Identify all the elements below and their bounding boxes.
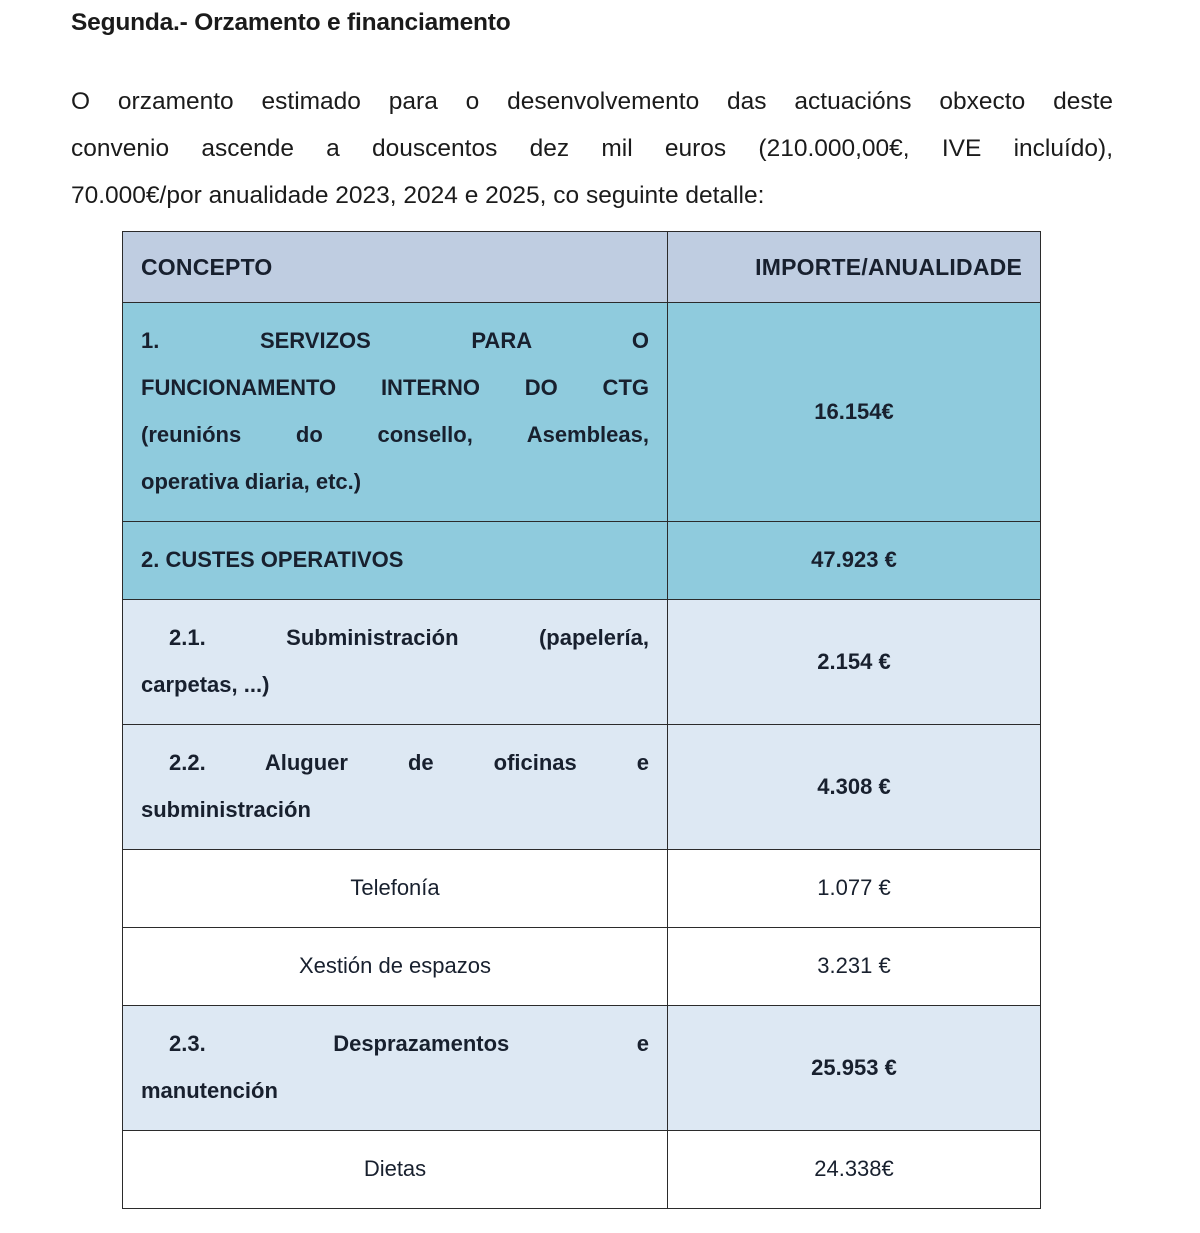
row-amount-cell <box>668 522 1041 600</box>
concept-line: subministración <box>141 797 311 822</box>
column-header-importe <box>668 232 1041 303</box>
row-amount-cell <box>668 725 1041 850</box>
row-amount-cell <box>668 303 1041 522</box>
row-concept-text: 2. CUSTES OPERATIVOS <box>141 547 404 572</box>
row-amount-text: 2.154 € <box>817 648 891 674</box>
row-amount-text: 24.338€ <box>814 1156 894 1181</box>
budget-table <box>122 231 1041 1209</box>
column-header-concepto-label: CONCEPTO <box>141 254 273 280</box>
table-header-row <box>123 232 1041 303</box>
table-row <box>123 1131 1041 1209</box>
concept-line: manutención <box>141 1078 278 1103</box>
row-amount-cell <box>668 1006 1041 1131</box>
row-concept-text: Xestión de espazos <box>298 953 492 978</box>
table-row <box>123 1006 1041 1131</box>
row-amount-text: 47.923 € <box>811 547 897 572</box>
paragraph-line: O orzamento estimado para o desenvolvemento das actuacións obxecto deste <box>71 88 1113 115</box>
row-amount-text: 16.154€ <box>814 398 894 424</box>
table-row <box>123 522 1041 600</box>
row-concept-cell <box>123 600 668 725</box>
column-header-concepto <box>123 232 668 303</box>
row-amount-cell <box>668 928 1041 1006</box>
row-amount-text: 3.231 € <box>817 953 891 978</box>
table-row <box>123 600 1041 725</box>
table-row <box>123 928 1041 1006</box>
row-concept-text: Telefonía <box>350 875 440 900</box>
row-amount-text: 4.308 € <box>817 773 891 799</box>
table-row <box>123 850 1041 928</box>
row-concept-text <box>123 600 667 724</box>
row-amount-cell <box>668 850 1041 928</box>
row-amount-text: 25.953 € <box>811 1054 897 1080</box>
row-concept-text <box>123 303 667 521</box>
row-amount-text: 1.077 € <box>817 875 891 900</box>
column-header-importe-label: IMPORTE/ANUALIDADE <box>755 254 1022 280</box>
table-row <box>123 725 1041 850</box>
concept-line: 2.3. Desprazamentos e <box>169 1031 649 1056</box>
concept-line: 2.2. Aluguer de oficinas e <box>169 750 649 775</box>
paragraph-line: convenio ascende a douscentos dez mil euros (210.000,00€, IVE incluído), <box>71 135 1113 162</box>
row-concept-cell <box>123 928 668 1006</box>
concept-line: (reunións do consello, Asembleas, <box>141 422 649 447</box>
row-amount-cell <box>668 1131 1041 1209</box>
budget-intro-paragraph <box>71 78 1113 219</box>
row-concept-text: Dietas <box>363 1156 427 1181</box>
budget-table-container <box>122 231 1040 1209</box>
section-heading: Segunda.- Orzamento e financiamento <box>71 9 511 36</box>
row-concept-text <box>123 1006 667 1130</box>
row-concept-cell <box>123 850 668 928</box>
row-concept-cell <box>123 303 668 522</box>
row-amount-cell <box>668 600 1041 725</box>
concept-line: FUNCIONAMENTO INTERNO DO CTG <box>141 375 649 400</box>
concept-line: operativa diaria, etc.) <box>141 469 362 494</box>
concept-line: 2.1. Subministración (papelería, <box>169 625 649 650</box>
row-concept-cell <box>123 725 668 850</box>
concept-line: 1. SERVIZOS PARA O <box>141 328 649 353</box>
row-concept-cell <box>123 522 668 600</box>
row-concept-cell <box>123 1131 668 1209</box>
row-concept-text <box>123 725 667 849</box>
concept-line: carpetas, ...) <box>141 672 270 697</box>
table-row <box>123 303 1041 522</box>
row-concept-cell <box>123 1006 668 1131</box>
paragraph-line: 70.000€/por anualidade 2023, 2024 e 2025, co seguinte detalle: <box>71 182 765 209</box>
